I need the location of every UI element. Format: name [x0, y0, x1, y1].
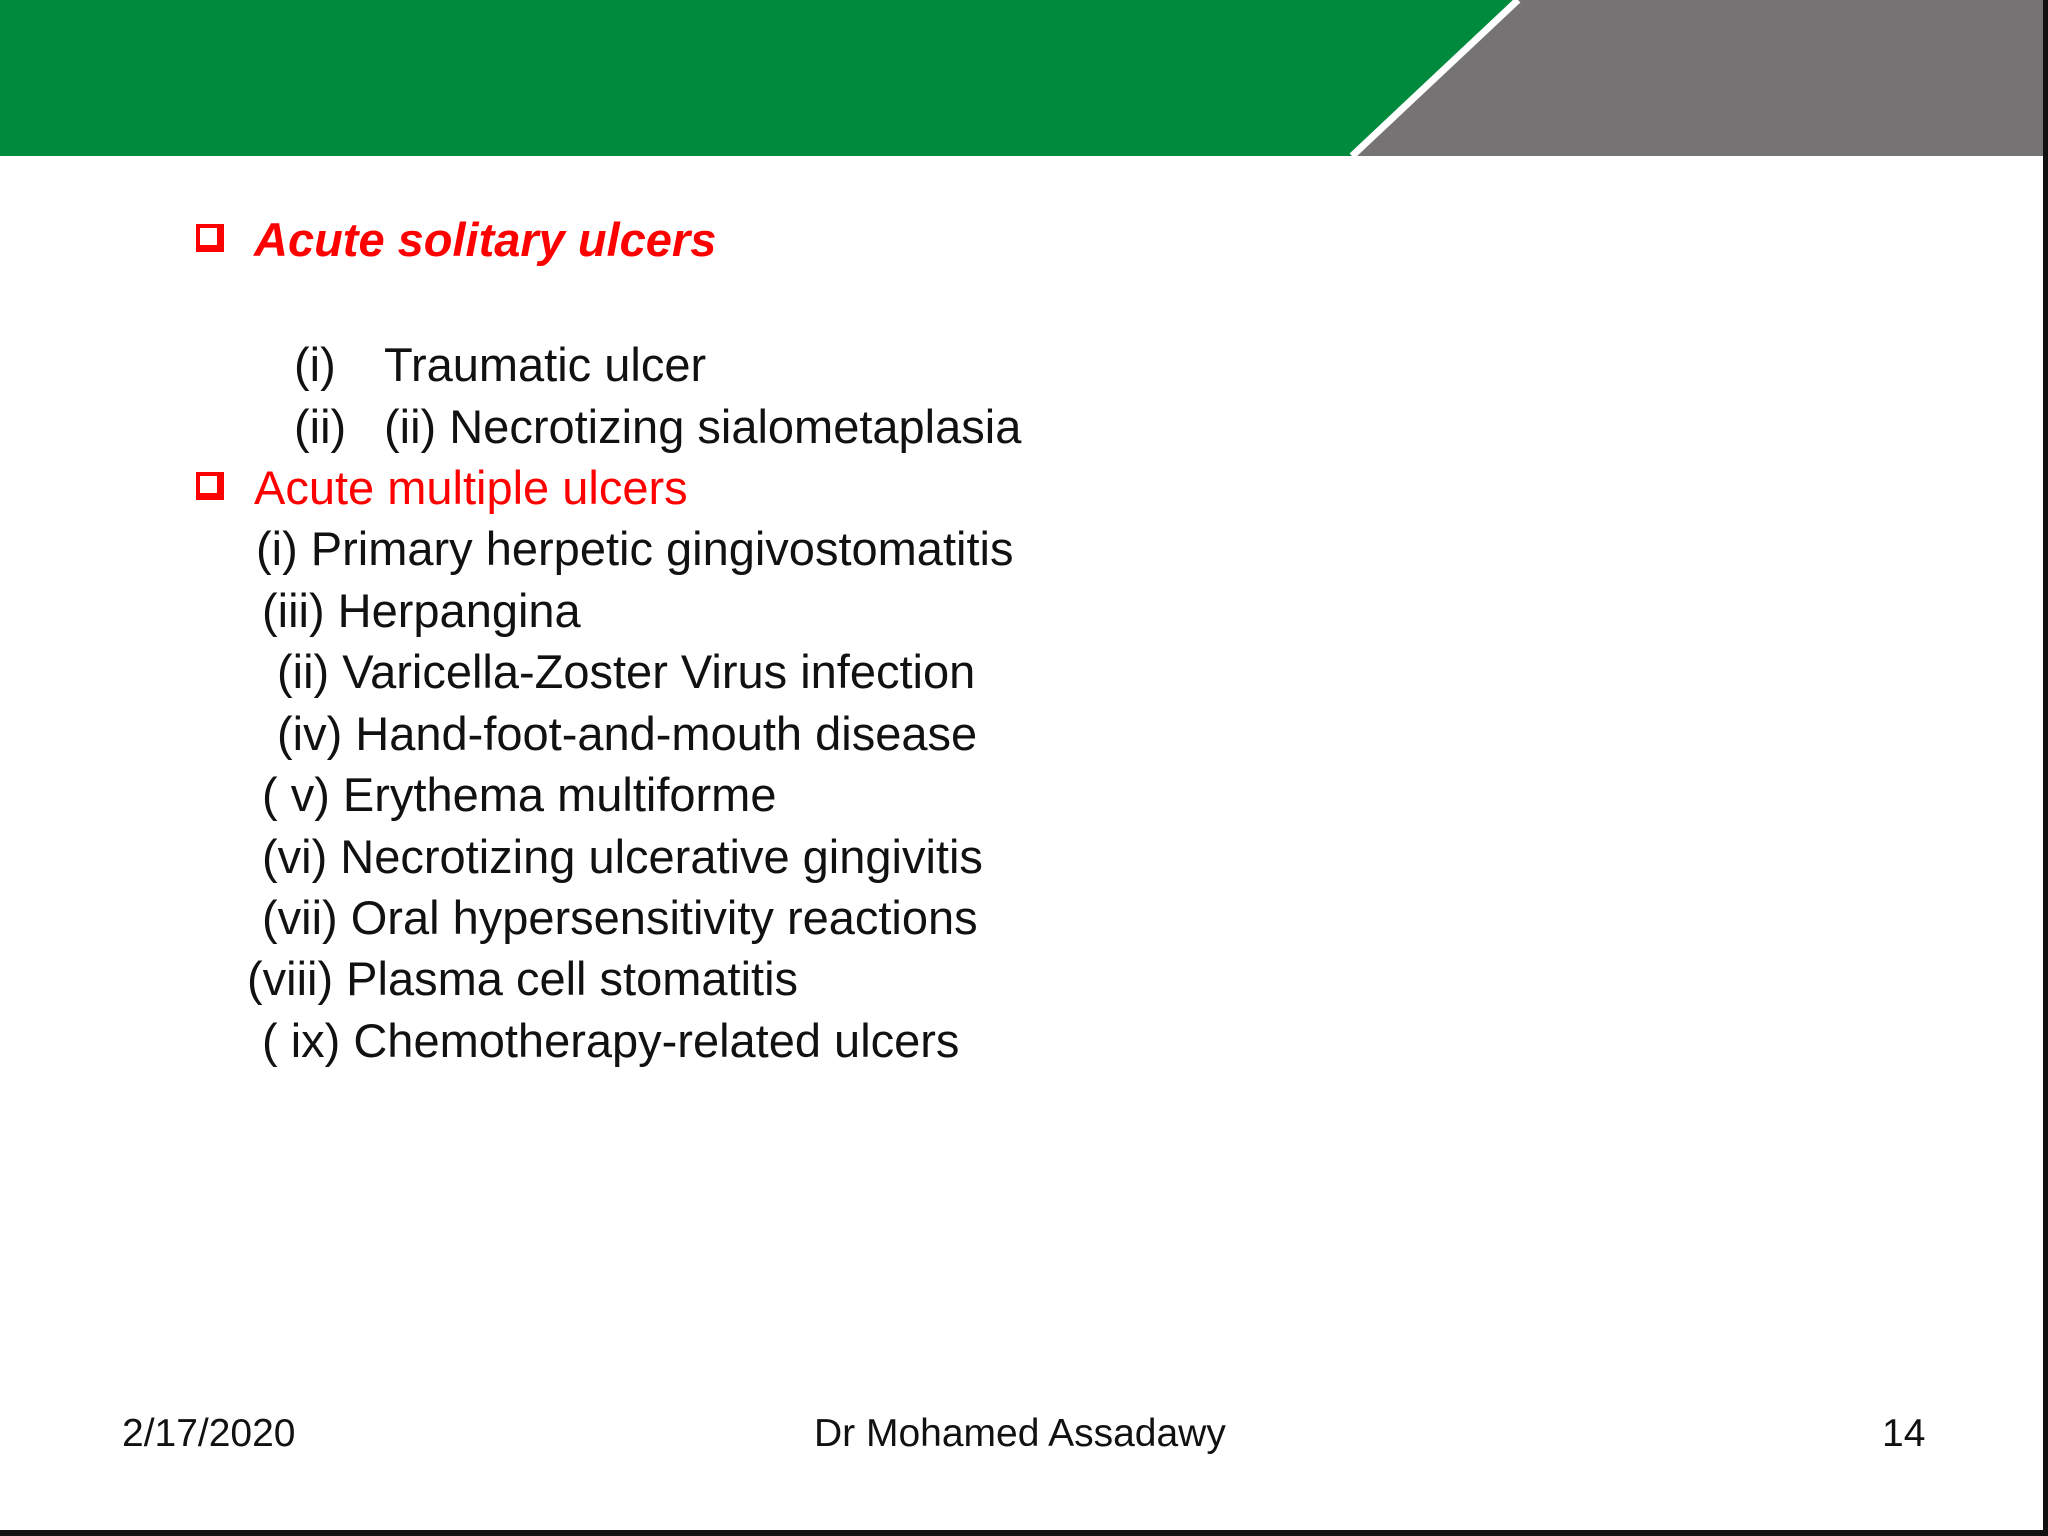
item-number: (i) [294, 338, 336, 391]
list-item: (vii) Oral hypersensitivity reactions [262, 891, 978, 944]
item-text: (ii) Necrotizing sialometaplasia [384, 400, 1022, 453]
section-heading-acute-solitary: Acute solitary ulcers [254, 213, 717, 266]
list-item: ( v) Erythema multiforme [262, 768, 777, 821]
list-item: (iv) Hand-foot-and-mouth disease [277, 707, 978, 760]
slide-right-border [2043, 0, 2048, 1536]
item-text: Traumatic ulcer [384, 338, 707, 391]
list-item [294, 337, 706, 393]
checkbox-bullet-icon [196, 472, 224, 500]
header-band [0, 0, 2048, 156]
section-heading-acute-multiple: Acute multiple ulcers [254, 461, 688, 514]
list-item: (i) Primary herpetic gingivostomatitis [256, 522, 1014, 575]
list-item: (vi) Necrotizing ulcerative gingivitis [262, 830, 983, 883]
list-item: (viii) Plasma cell stomatitis [247, 952, 799, 1005]
footer-author: Dr Mohamed Assadawy [814, 1412, 1226, 1455]
slide-bottom-border [0, 1530, 2048, 1536]
footer-date: 2/17/2020 [122, 1412, 296, 1455]
list-item [294, 399, 1021, 455]
checkbox-bullet-icon [196, 224, 224, 252]
item-number: (ii) [294, 400, 347, 453]
slide-number: 14 [1882, 1412, 1926, 1455]
list-item: ( ix) Chemotherapy-related ulcers [262, 1014, 960, 1067]
list-item: (ii) Varicella-Zoster Virus infection [277, 645, 976, 698]
list-item: (iii) Herpangina [262, 584, 581, 637]
